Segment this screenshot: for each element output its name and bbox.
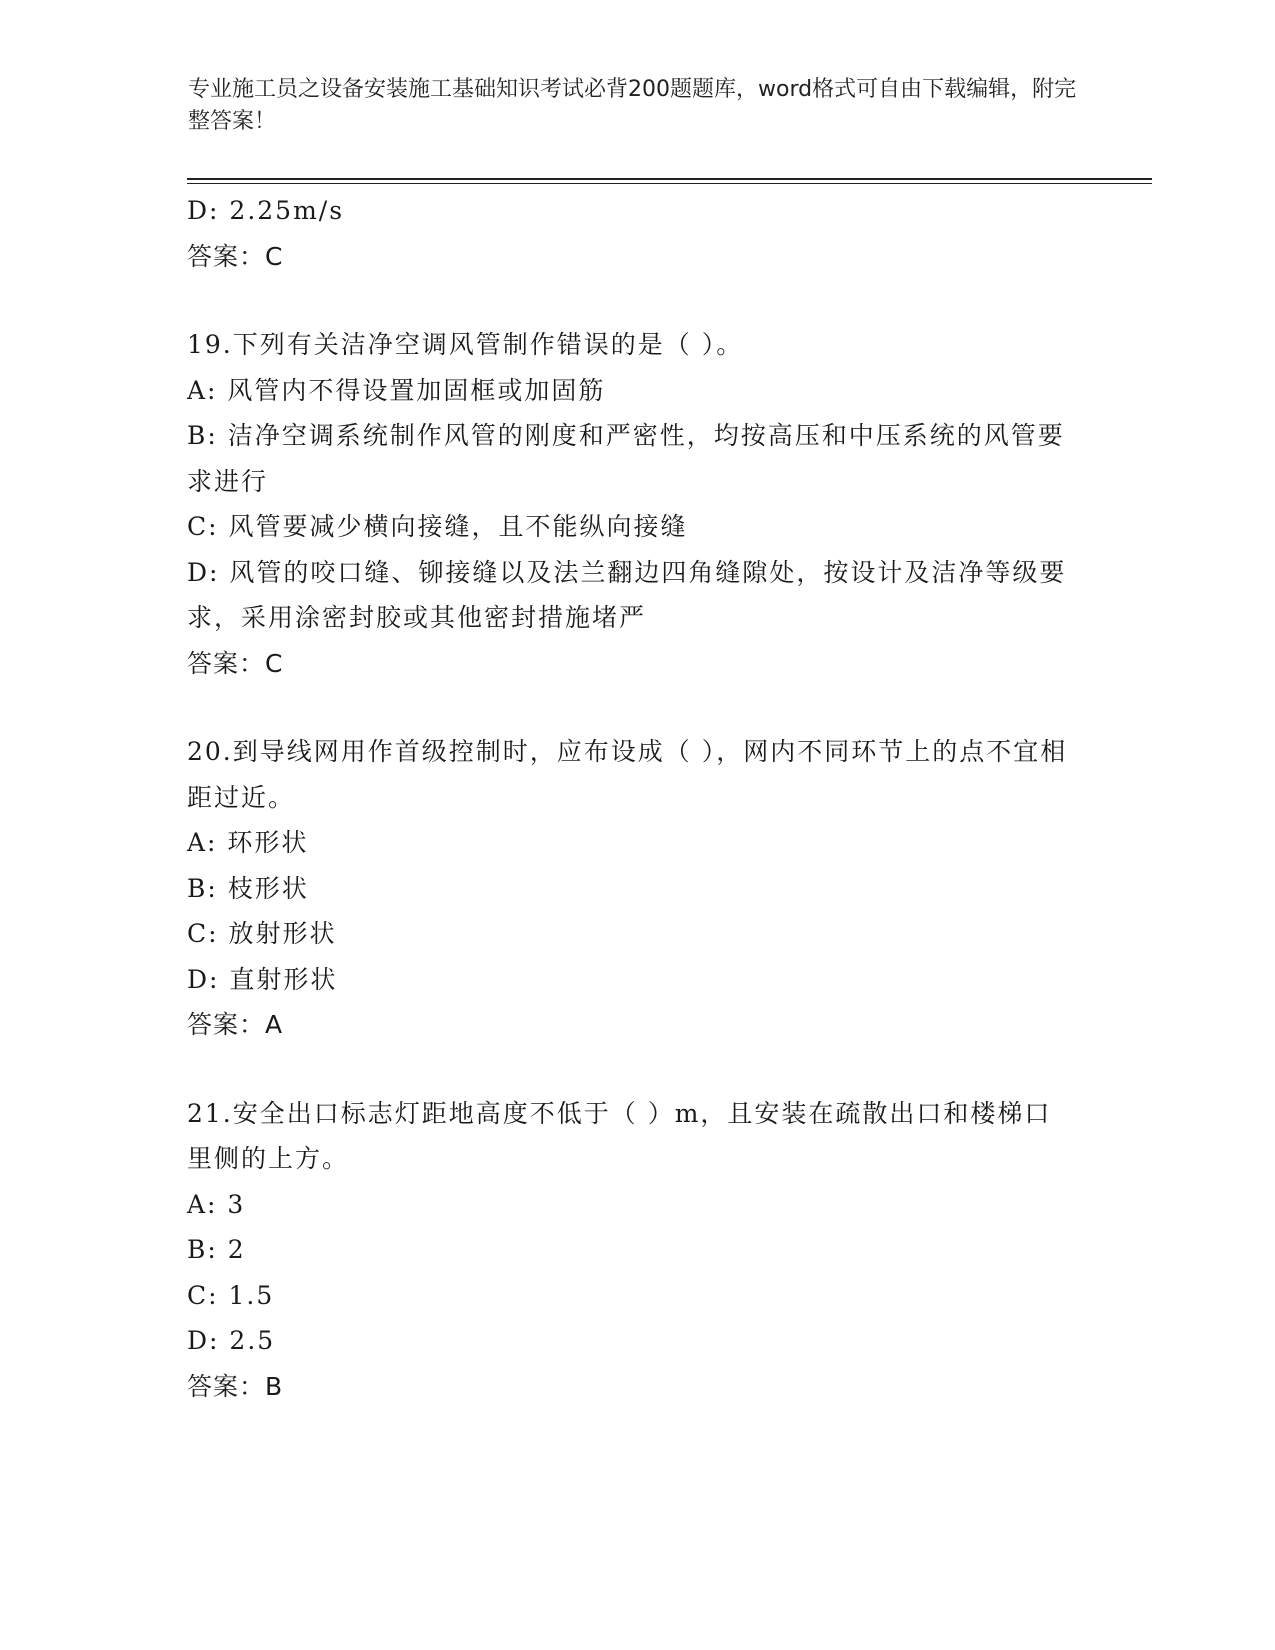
prev-answer: 答案：C [187, 241, 284, 271]
option-d: D: 风管的咬口缝、铆接缝以及法兰翻边四角缝隙处，按设计及洁净等级要求，采用涂密封胶或其他密封措施堵严 [187, 557, 1067, 632]
answer: 答案：A [187, 1010, 284, 1039]
option-a: A: 3 [187, 1189, 246, 1219]
option-b: B: 洁净空调系统制作风管的刚度和严密性，均按高压和中压系统的风管要求进行 [187, 421, 1065, 496]
header-rule-thin [187, 183, 1152, 184]
option-a: A: 风管内不得设置加固框或加固筋 [187, 375, 606, 405]
question-stem: 20.到导线网用作首级控制时，应布设成（ ），网内不同环节上的点不宜相距过近。 [187, 737, 1068, 812]
question-block-21 [187, 1091, 1077, 1410]
option-d: D: 直射形状 [187, 964, 338, 994]
document-header: 专业施工员之设备安装施工基础知识考试必背200题题库，word格式可自由下载编辑，附完整答案！ [188, 77, 1077, 134]
option-c: C: 风管要减少横向接缝，且不能纵向接缝 [187, 512, 688, 541]
question-block-20 [187, 729, 1077, 1048]
option-c: C: 1.5 [187, 1280, 275, 1310]
option-b: B: 枝形状 [187, 873, 309, 903]
answer: 答案：B [187, 1371, 284, 1401]
option-b: B: 2 [187, 1235, 246, 1264]
option-a: A: 环形状 [187, 828, 309, 857]
question-stem: 21.安全出口标志灯距地高度不低于（ ）m，且安装在疏散出口和楼梯口里侧的上方。 [187, 1098, 1052, 1173]
question-content [187, 188, 1077, 1409]
question-stem: 19.下列有关洁净空调风管制作错误的是（ ）。 [187, 330, 744, 359]
answer: 答案：C [187, 648, 284, 678]
spacer [187, 686, 1077, 729]
spacer [187, 1048, 1077, 1091]
option-d: D: 2.5 [187, 1326, 276, 1355]
spacer [187, 279, 1077, 322]
prev-option-d: D: 2.25m/s [187, 196, 345, 225]
option-c: C: 放射形状 [187, 919, 337, 948]
question-block-19 [187, 322, 1077, 686]
header-rule-thick [187, 178, 1152, 180]
